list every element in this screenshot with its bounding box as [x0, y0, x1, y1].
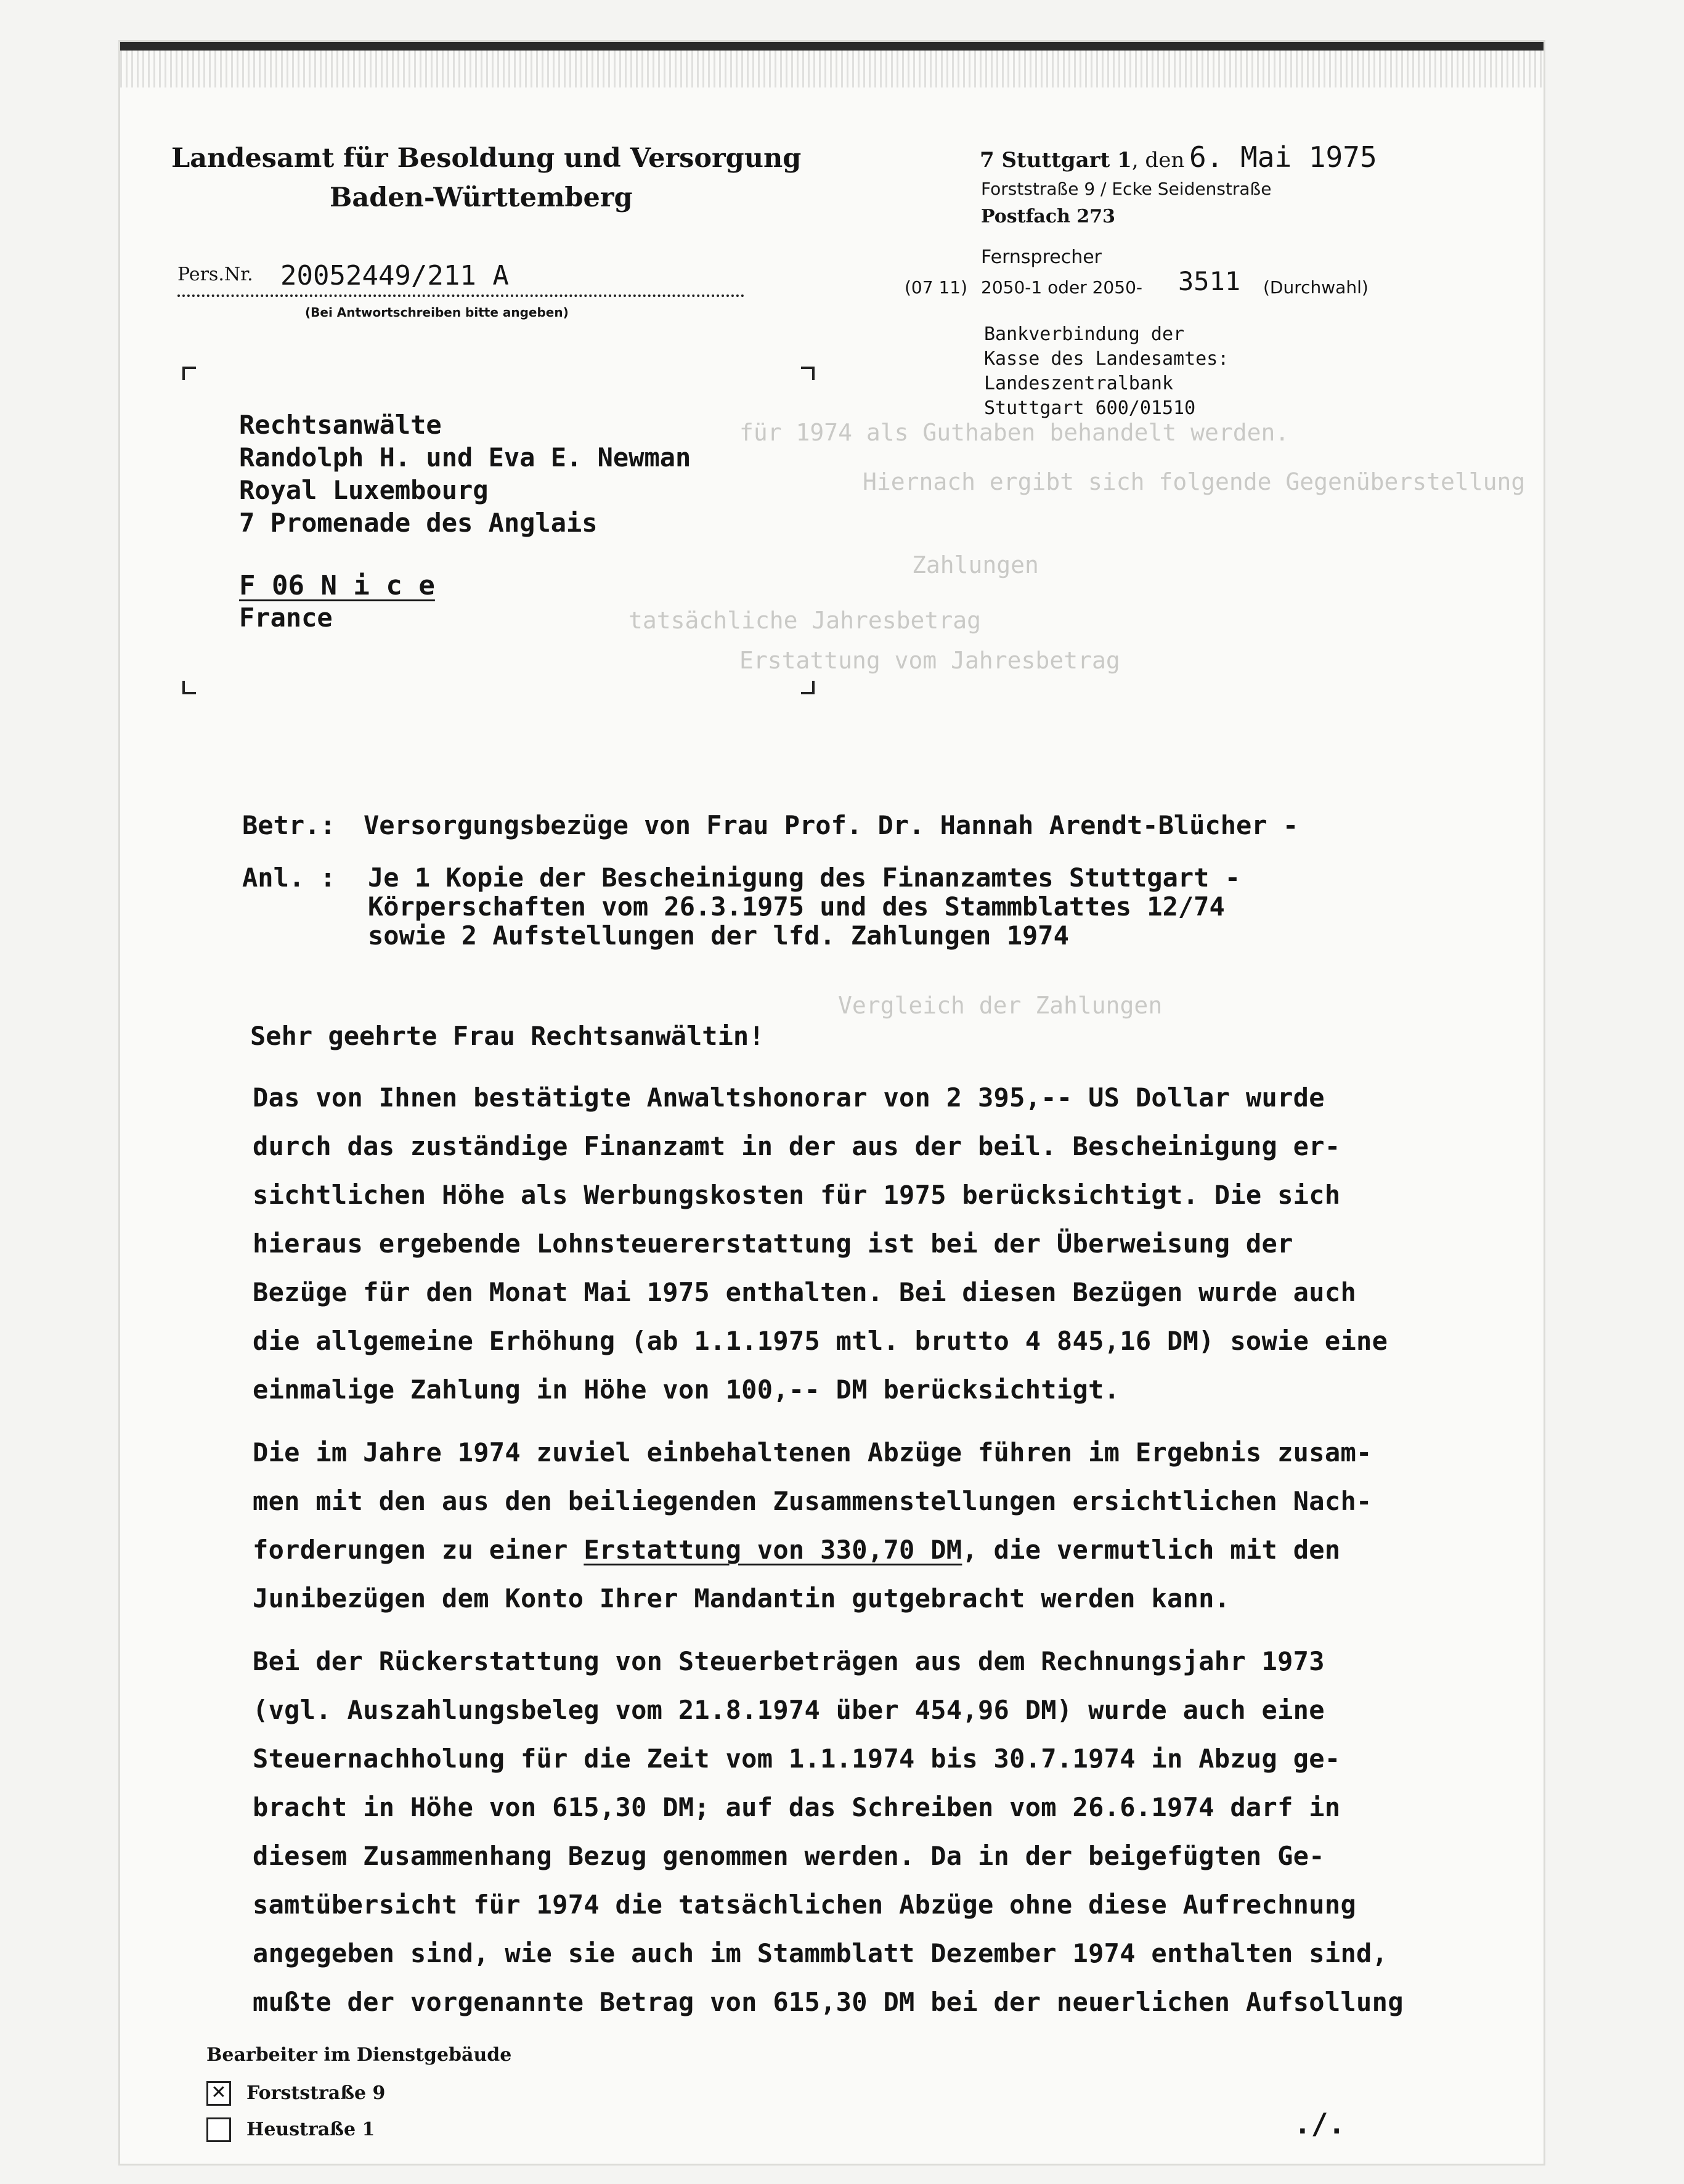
- paragraph-1-line: Das von Ihnen bestätigte Anwaltshonorar von 2 395,-- US Dollar wurde: [253, 1082, 1325, 1113]
- paragraph-3-line: mußte der vorgenannte Betrag von 615,30 DM bei der neuerlichen Aufsollung: [253, 1987, 1404, 2017]
- subject-label: Betr.:: [242, 810, 336, 840]
- phone-extension: 3511: [1178, 266, 1241, 296]
- pers-nr-label: Pers.Nr.: [177, 264, 253, 285]
- pers-nr-rule: [177, 294, 744, 297]
- bleed-through-text: Zahlungen: [912, 551, 1039, 578]
- paragraph-1-line: sichtlichen Höhe als Werbungskosten für 1975 berücksichtigt. Die sich: [253, 1180, 1341, 1210]
- bleed-through-text: Vergleich der Zahlungen: [838, 992, 1163, 1019]
- bleed-through-text: Erstattung vom Jahresbetrag: [739, 647, 1120, 674]
- recipient-line: Rechtsanwälte: [239, 410, 442, 440]
- heustrasse-label: Heustraße 1: [246, 2119, 375, 2140]
- paragraph-3-line: Steuernachholung für die Zeit vom 1.1.1974 bis 30.7.1974 in Abzug ge-: [253, 1744, 1341, 1774]
- city-line: [980, 148, 1184, 173]
- bank-line: Kasse des Landesamtes:: [984, 348, 1229, 370]
- refund-amount-underlined: Erstattung von 330,70 DM: [584, 1535, 962, 1565]
- paragraph-2-line: men mit den aus den beiliegenden Zusammenstellungen ersichtlichen Nach-: [253, 1486, 1372, 1516]
- recipient-line: Randolph H. und Eva E. Newman: [239, 442, 691, 473]
- paragraph-3-line: (vgl. Auszahlungsbeleg vom 21.8.1974 über 454,96 DM) wurde auch eine: [253, 1695, 1325, 1725]
- bleed-through-text: für 1974 als Guthaben behandelt werden.: [739, 419, 1290, 446]
- enclosure-line: sowie 2 Aufstellungen der lfd. Zahlungen 1974: [368, 920, 1069, 951]
- street-address: Forststraße 9 / Ecke Seidenstraße: [981, 179, 1272, 199]
- paragraph-3-line: bracht in Höhe von 615,30 DM; auf das Schreiben vom 26.6.1974 darf in: [253, 1792, 1341, 1822]
- enclosure-line: Körperschaften vom 26.3.1975 und des Stammblattes 12/74: [368, 891, 1225, 922]
- window-corner-mark: [801, 367, 815, 380]
- phone-label: Fernsprecher: [981, 246, 1102, 268]
- heustrasse-checkbox[interactable]: [206, 2117, 231, 2142]
- text-run: forderungen zu einer: [253, 1535, 584, 1565]
- paragraph-1-line: durch das zuständige Finanzamt in der aus der beil. Bescheinigung er-: [253, 1131, 1341, 1161]
- org-name-line2: Baden-Württemberg: [330, 182, 633, 213]
- extension-label: (Durchwahl): [1263, 277, 1369, 298]
- area-code: (07 11): [905, 277, 968, 298]
- forststrasse-checkbox[interactable]: ✕: [206, 2081, 231, 2106]
- paragraph-2-line: [253, 1535, 1340, 1565]
- date-separator: , den: [1131, 148, 1185, 173]
- paragraph-1-line: Bezüge für den Monat Mai 1975 enthalten. Bei diesen Bezügen wurde auch: [253, 1277, 1357, 1307]
- paragraph-1-line: die allgemeine Erhöhung (ab 1.1.1975 mtl. brutto 4 845,16 DM) sowie eine: [253, 1326, 1388, 1356]
- pers-nr-value: 20052449/211 A: [280, 260, 509, 291]
- letter-date: 6. Mai 1975: [1189, 140, 1377, 174]
- continuation-mark: ./.: [1294, 2107, 1346, 2140]
- forststrasse-label: Forststraße 9: [246, 2082, 386, 2104]
- reply-note: (Bei Antwortschreiben bitte angeben): [305, 305, 569, 320]
- window-corner-mark: [801, 681, 815, 694]
- bank-line: Landeszentralbank: [984, 373, 1174, 394]
- enclosure-line: Je 1 Kopie der Bescheinigung des Finanzamtes Stuttgart -: [368, 863, 1241, 893]
- paragraph-3-line: samtübersicht für 1974 die tatsächlichen Abzüge ohne diese Aufrechnung: [253, 1890, 1357, 1920]
- bank-line: Stuttgart 600/01510: [984, 397, 1196, 419]
- paragraph-1-line: hieraus ergebende Lohnsteuererstattung ist bei der Überweisung der: [253, 1228, 1293, 1259]
- bleed-through-text: tatsächliche Jahresbetrag: [628, 607, 981, 634]
- recipient-country: France: [239, 603, 333, 633]
- footer-heading: Bearbeiter im Dienstgebäude: [206, 2044, 512, 2066]
- window-corner-mark: [182, 367, 196, 380]
- window-corner-mark: [182, 681, 196, 694]
- city: 7 Stuttgart 1: [980, 148, 1132, 173]
- paragraph-3-line: angegeben sind, wie sie auch im Stammblatt Dezember 1974 enthalten sind,: [253, 1938, 1388, 1968]
- subject-text: Versorgungsbezüge von Frau Prof. Dr. Hannah Arendt-Blücher -: [364, 810, 1299, 840]
- postbox: Postfach 273: [981, 206, 1115, 227]
- paragraph-3-line: Bei der Rückerstattung von Steuerbeträgen aus dem Rechnungsjahr 1973: [253, 1646, 1325, 1676]
- text-run: , die vermutlich mit den: [962, 1535, 1341, 1565]
- paragraph-1-line: einmalige Zahlung in Höhe von 100,-- DM berücksichtigt.: [253, 1374, 1120, 1405]
- recipient-line: Royal Luxembourg: [239, 475, 489, 505]
- org-name-line1: Landesamt für Besoldung und Versorgung: [171, 143, 802, 174]
- bleed-through-text: Hiernach ergibt sich folgende Gegenüberstellung: [863, 468, 1526, 495]
- recipient-line: 7 Promenade des Anglais: [239, 508, 598, 538]
- salutation: Sehr geehrte Frau Rechtsanwältin!: [250, 1021, 765, 1051]
- bank-line: Bankverbindung der: [984, 323, 1185, 345]
- recipient-city: F 06 N i c e: [239, 570, 435, 601]
- paragraph-3-line: diesem Zusammenhang Bezug genommen werden. Da in der beigefügten Ge-: [253, 1841, 1325, 1871]
- paragraph-2-line: Die im Jahre 1974 zuviel einbehaltenen Abzüge führen im Ergebnis zusam-: [253, 1437, 1372, 1468]
- enclosure-label: Anl. :: [242, 863, 336, 893]
- phone-numbers: 2050-1 oder 2050-: [981, 277, 1142, 298]
- paragraph-2-line: Junibezügen dem Konto Ihrer Mandantin gutgebracht werden kann.: [253, 1583, 1230, 1614]
